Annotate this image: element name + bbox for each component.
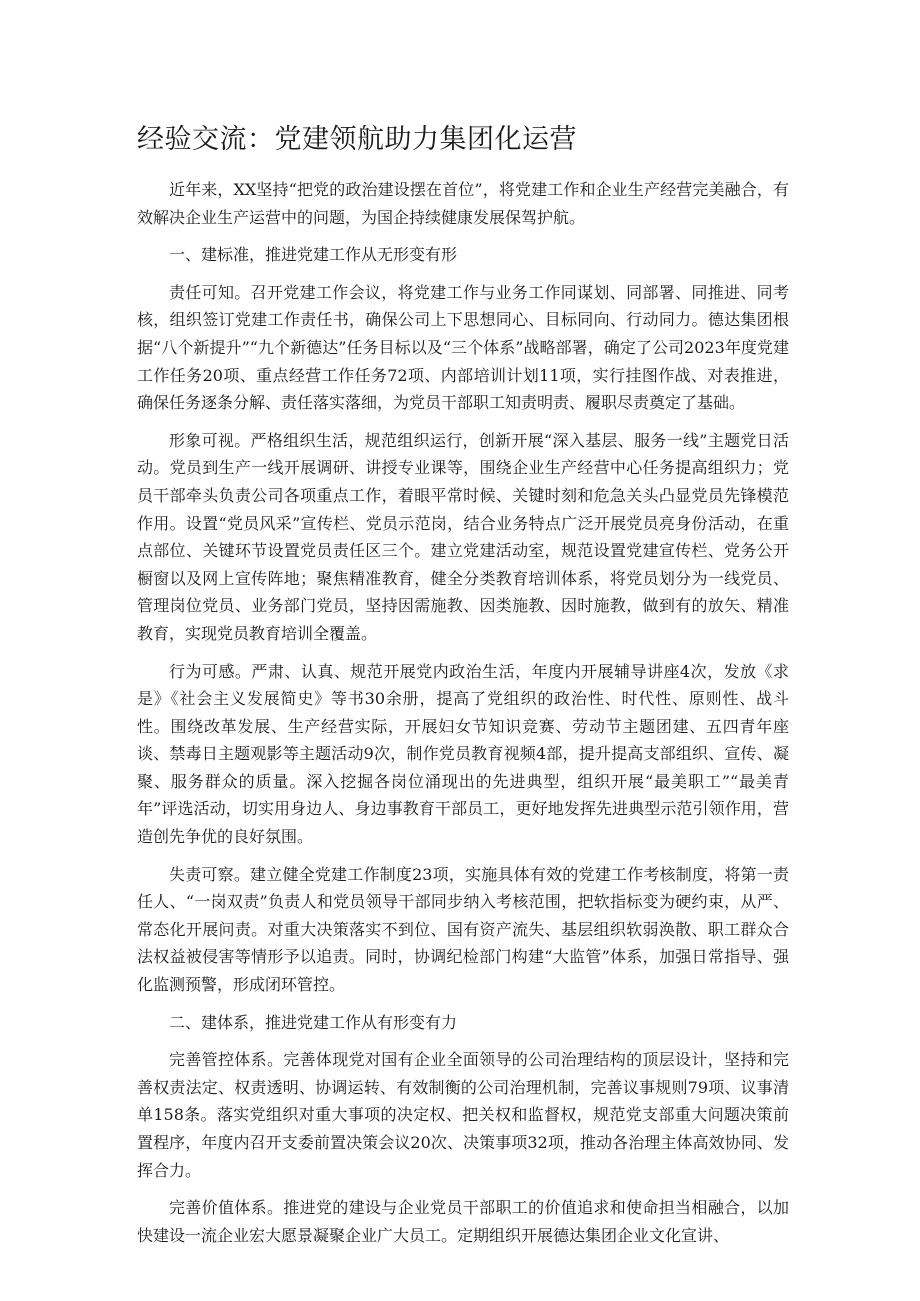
paragraph-value-system: 完善价值体系。推进党的建设与企业党员干部职工的价值追求和使命担当相融合，以加快建设一流企业宏大愿景凝聚企业广大员工。定期组织开展德达集团企业文化宣讲、 [137,1198,789,1245]
document-title: 经验交流：党建领航助力集团化运营 [137,124,577,155]
paragraph-responsibility: 责任可知。召开党建工作会议，将党建工作与业务工作同谋划、同部署、同推进、同考核，组织签订党建工作责任书，确保公司上下思想同心、目标同向、行动同力。德达集团根据“八个新提升”“九个新德达”任务目标以及“三个体系”战略部署，确定了公司2023年度党建工作任务20项、重点经营工作任务72项、内部培训计划11项，实行挂图作战、对表推进，确保任务逐条分解、责任落实落细，为党员干部职工知责明责、履职尽责奠定了基础。 [137,282,789,413]
paragraph-behavior: 行为可感。严肃、认真、规范开展党内政治生活，年度内开展辅导讲座4次，发放《求是》《社会主义发展简史》等书30余册，提高了党组织的政治性、时代性、原则性、战斗性。围绕改革发展、生产经营实际，开展妇女节知识竞赛、劳动节主题团建、五四青年座谈、禁毒日主题观影等主题活动9次，制作党员教育视频4部，提升提高支部组织、宣传、凝聚、服务群众的质量。深入挖掘各岗位涌现出的先进典型，组织开展“最美职工”“最美青年”评选活动，切实用身边人、身边事教育干部员工，更好地发挥先进典型示范引领作用，营造创先争优的良好氛围。 [137,661,789,847]
paragraph-accountability: 失责可察。建立健全党建工作制度23项，实施具体有效的党建工作考核制度，将第一责任人、“一岗双责”负责人和党员领导干部同步纳入考核范围，把软指标变为硬约束，从严、常态化开展问责。对重大决策落实不到位、国有资产流失、基层组织软弱涣散、职工群众合法权益被侵害等情形予以追责。同时，协调纪检部门构建“大监管”体系，加强日常指导、强化监测预警，形成闭环管控。 [137,864,789,995]
paragraph-image: 形象可视。严格组织生活，规范组织运行，创新开展“深入基层、服务一线”主题党日活动。党员到生产一线开展调研、讲授专业课等，围绕企业生产经营中心任务提高组织力；党员干部牵头负责公司各项重点工作，着眼平常时候、关键时刻和危急关头凸显党员先锋模范作用。设置“党员风采”宣传栏、党员示范岗，结合业务特点广泛开展党员亮身份活动，在重点部位、关键环节设置党员责任区三个。建立党建活动室，规范设置党建宣传栏、党务公开橱窗以及网上宣传阵地；聚焦精准教育，健全分类教育培训体系，将党员划分为一线党员、管理岗位党员、业务部门党员，坚持因需施教、因类施教、因时施教，做到有的放矢、精准教育，实现党员教育培训全覆盖。 [137,430,789,643]
intro-paragraph: 近年来，XX坚持“把党的政治建设摆在首位”，将党建工作和企业生产经营完美融合，有效解决企业生产运营中的问题，为国企持续健康发展保驾护航。 [137,180,789,227]
document-page [137,120,789,1259]
section-heading-2: 二、建体系，推进党建工作从有形变有力 [169,1012,458,1032]
section-heading-1: 一、建标准，推进党建工作从无形变有形 [169,245,458,265]
paragraph-control-system: 完善管控体系。完善体现党对国有企业全面领导的公司治理结构的顶层设计，坚持和完善权责法定、权责透明、协调运转、有效制衡的公司治理机制，完善议事规则79项、议事清单158条。落实党组织对重大事项的决定权、把关权和监督权，规范党支部重大问题决策前置程序，年度内召开支委前置决策会议20次、决策事项32项，推动各治理主体高效协同、发挥合力。 [137,1050,789,1180]
